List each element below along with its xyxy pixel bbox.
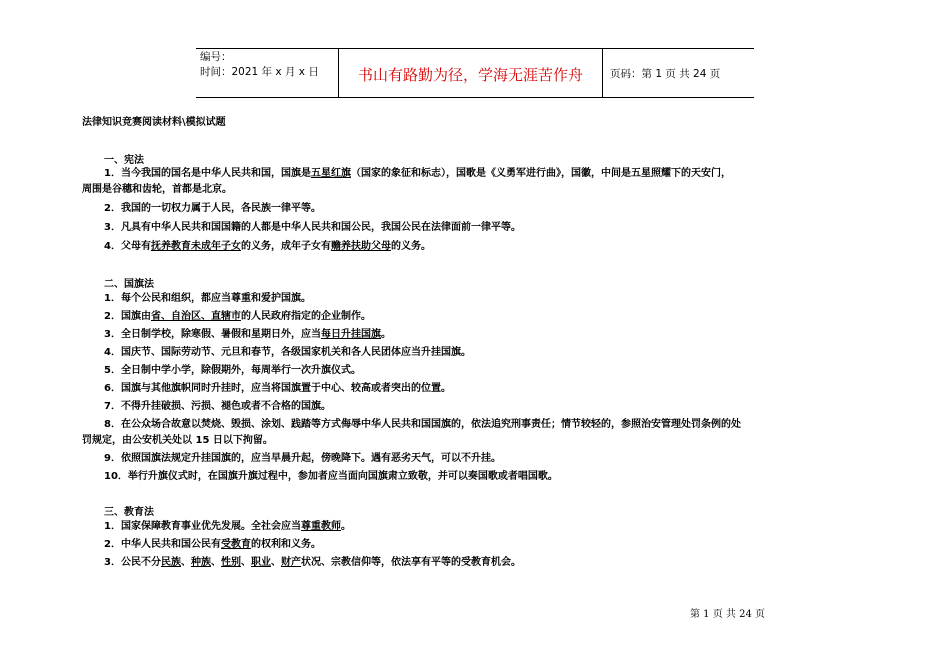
paragraph-line: 5．全日制中学小学，除假期外，每周举行一次升旗仪式。 xyxy=(104,365,361,376)
text-run: 3．公民不分 xyxy=(104,557,161,568)
underlined-text: 每日升挂国旗 xyxy=(320,329,381,340)
section-heading-constitution: 一、宪法 xyxy=(104,155,144,166)
paragraph-line: 罚规定，由公安机关处以 15 日以下拘留。 xyxy=(82,435,273,446)
text-run: 、 xyxy=(210,557,221,568)
paragraph-line xyxy=(104,328,391,342)
section-heading-education-law: 三、教育法 xyxy=(104,507,154,518)
paragraph-line xyxy=(104,538,321,552)
paragraph-line: 周围是谷穗和齿轮，首都是北京。 xyxy=(82,184,232,195)
underlined-text: 民族 xyxy=(160,557,181,568)
underlined-text: 职业 xyxy=(250,557,271,568)
paragraph-line: 1．每个公民和组织，都应当尊重和爱护国旗。 xyxy=(104,293,311,304)
underlined-text: 尊重教师 xyxy=(300,521,341,532)
paragraph-line: 3．凡具有中华人民共和国国籍的人都是中华人民共和国公民，我国公民在法律面前一律平等。 xyxy=(104,222,521,233)
header-divider xyxy=(602,49,603,97)
paragraph-line: 8．在公众场合故意以焚烧、毁损、涂划、践踏等方式侮辱中华人民共和国国旗的，依法追究刑事责任；情节较轻的，参照治安管理处罚条例的处 xyxy=(104,419,741,430)
text-run: 、 xyxy=(180,557,191,568)
text-run: 、 xyxy=(240,557,251,568)
underlined-text: 抚养教育未成年子女 xyxy=(150,241,241,252)
section-heading-flag-law: 二、国旗法 xyxy=(104,279,154,290)
text-run: 状况、宗教信仰等，依法享有平等的受教育机会。 xyxy=(300,557,521,568)
underlined-text: 种族 xyxy=(190,557,211,568)
text-run: 。 xyxy=(380,329,391,340)
paragraph-line xyxy=(104,240,431,254)
text-run: 的人民政府指定的企业制作。 xyxy=(240,311,371,322)
text-run: 的权利和义务。 xyxy=(250,539,321,550)
paragraph-line: 7．不得升挂破损、污损、褪色或者不合格的国旗。 xyxy=(104,401,331,412)
header-meta xyxy=(200,50,319,80)
paragraph-line: 10．举行升旗仪式时，在国旗升旗过程中，参加者应当面向国旗肃立致敬，并可以奏国歌或者唱国歌。 xyxy=(104,471,558,482)
paragraph-line: 4．国庆节、国际劳动节、元旦和春节，各级国家机关和各人民团体应当升挂国旗。 xyxy=(104,347,471,358)
text-run: （国家的象征和标志），国歌是《义勇军进行曲》，国徽，中间是五星照耀下的天安门， xyxy=(350,168,731,179)
underlined-text: 赡养扶助父母 xyxy=(330,241,391,252)
paragraph-line: 9．依照国旗法规定升挂国旗的，应当早晨升起，傍晚降下。遇有恶劣天气，可以不升挂。 xyxy=(104,453,501,464)
page-code: 页码：第 1 页 共 24 页 xyxy=(610,68,721,80)
document-title: 法律知识竞赛阅读材料\模拟试题 xyxy=(82,117,226,128)
text-run: 1．国家保障教育事业优先发展。全社会应当 xyxy=(104,521,301,532)
paragraph-line: 6．国旗与其他旗帜同时升挂时，应当将国旗置于中心、较高或者突出的位置。 xyxy=(104,383,451,394)
underlined-text: 性别 xyxy=(220,557,241,568)
text-run: 、 xyxy=(270,557,281,568)
underlined-text: 五星红旗 xyxy=(310,168,351,179)
paragraph-line xyxy=(104,556,521,570)
header-motto: 书山有路勤为径，学海无涯苦作舟 xyxy=(357,66,583,84)
page-footer: 第 1 页 共 24 页 xyxy=(690,609,765,620)
paragraph-line xyxy=(104,520,351,534)
text-run: 。 xyxy=(340,521,351,532)
text-run: 1．当今我国的国名是中华人民共和国，国旗是 xyxy=(104,168,311,179)
text-run: 3．全日制学校，除寒假、暑假和星期日外，应当 xyxy=(104,329,321,340)
paragraph-line xyxy=(104,167,731,181)
number-label: 编号： xyxy=(200,51,232,63)
paragraph-line xyxy=(104,310,371,324)
text-run: 4．父母有 xyxy=(104,241,151,252)
paragraph-line: 2．我国的一切权力属于人民，各民族一律平等。 xyxy=(104,203,321,214)
text-run: 的义务，成年子女有 xyxy=(240,241,331,252)
text-run: 的义务。 xyxy=(390,241,431,252)
text-run: 2．中华人民共和国公民有 xyxy=(104,539,221,550)
underlined-text: 财产 xyxy=(280,557,301,568)
header-table xyxy=(196,48,754,98)
underlined-text: 受教育 xyxy=(220,539,251,550)
time-label: 时间：2021 年 x 月 x 日 xyxy=(200,66,319,78)
text-run: 2．国旗由 xyxy=(104,311,151,322)
underlined-text: 省、自治区、直辖市 xyxy=(150,311,241,322)
